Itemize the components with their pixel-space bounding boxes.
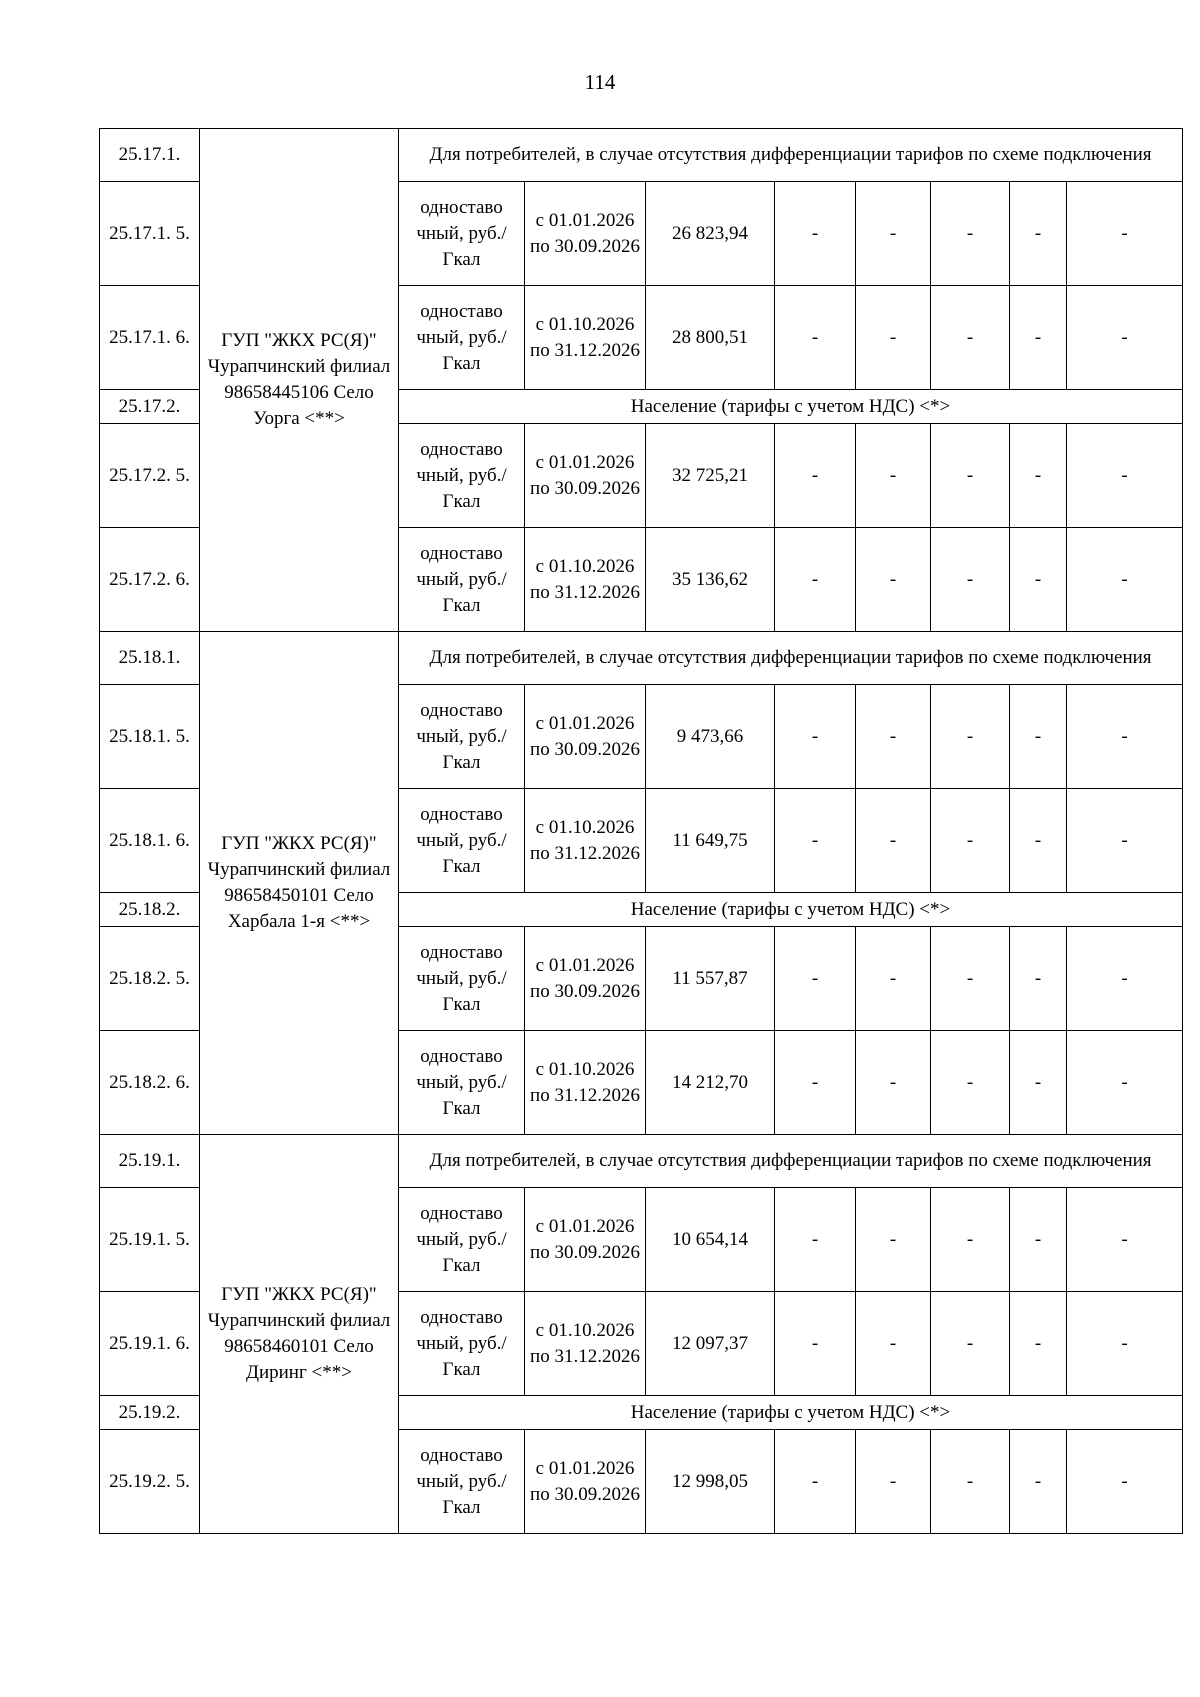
section-code: 25.17.1. [100, 129, 200, 182]
empty-value-cell: - [775, 528, 856, 632]
empty-value-cell: - [775, 182, 856, 286]
empty-value-cell: - [775, 1188, 856, 1292]
empty-value-cell: - [856, 789, 931, 893]
empty-value-cell: - [1067, 1188, 1183, 1292]
tariff-value: 12 097,37 [646, 1292, 775, 1396]
tariff-type: одноставо чный, руб./Гкал [399, 1430, 525, 1534]
tariff-value: 10 654,14 [646, 1188, 775, 1292]
tariff-type: одноставо чный, руб./Гкал [399, 927, 525, 1031]
empty-value-cell: - [856, 927, 931, 1031]
row-code: 25.19.1. 6. [100, 1292, 200, 1396]
section-row [100, 129, 1183, 182]
empty-value-cell: - [1010, 1430, 1067, 1534]
tariff-value: 32 725,21 [646, 424, 775, 528]
tariff-period: с 01.01.2026 по 30.09.2026 [525, 1188, 646, 1292]
company-cell: ГУП "ЖКХ РС(Я)" Чурапчинский филиал 98658445106 Село Уорга <**> [200, 129, 399, 632]
tariff-type: одноставо чный, руб./Гкал [399, 286, 525, 390]
empty-value-cell: - [1067, 528, 1183, 632]
empty-value-cell: - [931, 424, 1010, 528]
tariff-type: одноставо чный, руб./Гкал [399, 424, 525, 528]
empty-value-cell: - [856, 286, 931, 390]
section-label: Для потребителей, в случае отсутствия дифференциации тарифов по схеме подключения [399, 1135, 1183, 1188]
empty-value-cell: - [1010, 789, 1067, 893]
empty-value-cell: - [775, 424, 856, 528]
empty-value-cell: - [931, 1188, 1010, 1292]
empty-value-cell: - [856, 685, 931, 789]
section-code: 25.19.2. [100, 1396, 200, 1430]
page-number: 114 [584, 70, 616, 94]
tariff-period: с 01.01.2026 по 30.09.2026 [525, 1430, 646, 1534]
tariff-type: одноставо чный, руб./Гкал [399, 528, 525, 632]
section-code: 25.19.1. [100, 1135, 200, 1188]
tariff-type: одноставо чный, руб./Гкал [399, 1188, 525, 1292]
empty-value-cell: - [1067, 927, 1183, 1031]
empty-value-cell: - [1010, 528, 1067, 632]
empty-value-cell: - [775, 1292, 856, 1396]
empty-value-cell: - [856, 1292, 931, 1396]
empty-value-cell: - [931, 1430, 1010, 1534]
tariff-value: 11 649,75 [646, 789, 775, 893]
empty-value-cell: - [1010, 286, 1067, 390]
tariff-period: с 01.10.2026 по 31.12.2026 [525, 528, 646, 632]
empty-value-cell: - [1010, 1188, 1067, 1292]
empty-value-cell: - [1067, 1292, 1183, 1396]
row-code: 25.17.2. 5. [100, 424, 200, 528]
empty-value-cell: - [1010, 1031, 1067, 1135]
company-cell: ГУП "ЖКХ РС(Я)" Чурапчинский филиал 98658450101 Село Харбала 1-я <**> [200, 632, 399, 1135]
tariff-period: с 01.10.2026 по 31.12.2026 [525, 789, 646, 893]
empty-value-cell: - [1010, 685, 1067, 789]
tariff-period: с 01.01.2026 по 30.09.2026 [525, 424, 646, 528]
tariff-value: 28 800,51 [646, 286, 775, 390]
empty-value-cell: - [775, 1031, 856, 1135]
tariff-period: с 01.10.2026 по 31.12.2026 [525, 1031, 646, 1135]
empty-value-cell: - [931, 286, 1010, 390]
tariff-value: 12 998,05 [646, 1430, 775, 1534]
table-body [100, 129, 1183, 1534]
tariff-period: с 01.01.2026 по 30.09.2026 [525, 927, 646, 1031]
empty-value-cell: - [931, 528, 1010, 632]
company-cell: ГУП "ЖКХ РС(Я)" Чурапчинский филиал 98658460101 Село Диринг <**> [200, 1135, 399, 1534]
empty-value-cell: - [1010, 424, 1067, 528]
section-label: Население (тарифы с учетом НДС) <*> [399, 893, 1183, 927]
tariff-value: 14 212,70 [646, 1031, 775, 1135]
section-code: 25.18.2. [100, 893, 200, 927]
row-code: 25.19.1. 5. [100, 1188, 200, 1292]
empty-value-cell: - [856, 528, 931, 632]
empty-value-cell: - [775, 685, 856, 789]
empty-value-cell: - [1067, 1031, 1183, 1135]
empty-value-cell: - [1067, 182, 1183, 286]
tariff-period: с 01.10.2026 по 31.12.2026 [525, 1292, 646, 1396]
empty-value-cell: - [856, 1188, 931, 1292]
row-code: 25.18.1. 5. [100, 685, 200, 789]
empty-value-cell: - [856, 424, 931, 528]
tariff-value: 9 473,66 [646, 685, 775, 789]
empty-value-cell: - [1067, 685, 1183, 789]
empty-value-cell: - [775, 927, 856, 1031]
section-label: Для потребителей, в случае отсутствия дифференциации тарифов по схеме подключения [399, 129, 1183, 182]
empty-value-cell: - [856, 1430, 931, 1534]
empty-value-cell: - [1010, 927, 1067, 1031]
empty-value-cell: - [1067, 286, 1183, 390]
row-code: 25.18.1. 6. [100, 789, 200, 893]
row-code: 25.17.1. 6. [100, 286, 200, 390]
row-code: 25.18.2. 5. [100, 927, 200, 1031]
empty-value-cell: - [931, 685, 1010, 789]
empty-value-cell: - [931, 1031, 1010, 1135]
section-code: 25.17.2. [100, 390, 200, 424]
empty-value-cell: - [1067, 1430, 1183, 1534]
tariff-value: 35 136,62 [646, 528, 775, 632]
tariff-type: одноставо чный, руб./Гкал [399, 1292, 525, 1396]
tariff-type: одноставо чный, руб./Гкал [399, 182, 525, 286]
empty-value-cell: - [1010, 1292, 1067, 1396]
section-label: Население (тарифы с учетом НДС) <*> [399, 390, 1183, 424]
empty-value-cell: - [1067, 424, 1183, 528]
empty-value-cell: - [775, 286, 856, 390]
section-row [100, 632, 1183, 685]
row-code: 25.18.2. 6. [100, 1031, 200, 1135]
empty-value-cell: - [931, 927, 1010, 1031]
empty-value-cell: - [775, 1430, 856, 1534]
tariff-value: 26 823,94 [646, 182, 775, 286]
empty-value-cell: - [1010, 182, 1067, 286]
empty-value-cell: - [931, 1292, 1010, 1396]
tariff-type: одноставо чный, руб./Гкал [399, 685, 525, 789]
section-code: 25.18.1. [100, 632, 200, 685]
empty-value-cell: - [1067, 789, 1183, 893]
section-label: Для потребителей, в случае отсутствия дифференциации тарифов по схеме подключения [399, 632, 1183, 685]
tariff-type: одноставо чный, руб./Гкал [399, 789, 525, 893]
empty-value-cell: - [931, 789, 1010, 893]
row-code: 25.19.2. 5. [100, 1430, 200, 1534]
tariff-type: одноставо чный, руб./Гкал [399, 1031, 525, 1135]
tariff-table [99, 128, 1183, 1534]
tariff-period: с 01.10.2026 по 31.12.2026 [525, 286, 646, 390]
empty-value-cell: - [775, 789, 856, 893]
row-code: 25.17.2. 6. [100, 528, 200, 632]
tariff-period: с 01.01.2026 по 30.09.2026 [525, 685, 646, 789]
empty-value-cell: - [856, 182, 931, 286]
empty-value-cell: - [931, 182, 1010, 286]
empty-value-cell: - [856, 1031, 931, 1135]
tariff-period: с 01.01.2026 по 30.09.2026 [525, 182, 646, 286]
tariff-value: 11 557,87 [646, 927, 775, 1031]
row-code: 25.17.1. 5. [100, 182, 200, 286]
section-label: Население (тарифы с учетом НДС) <*> [399, 1396, 1183, 1430]
section-row [100, 1135, 1183, 1188]
